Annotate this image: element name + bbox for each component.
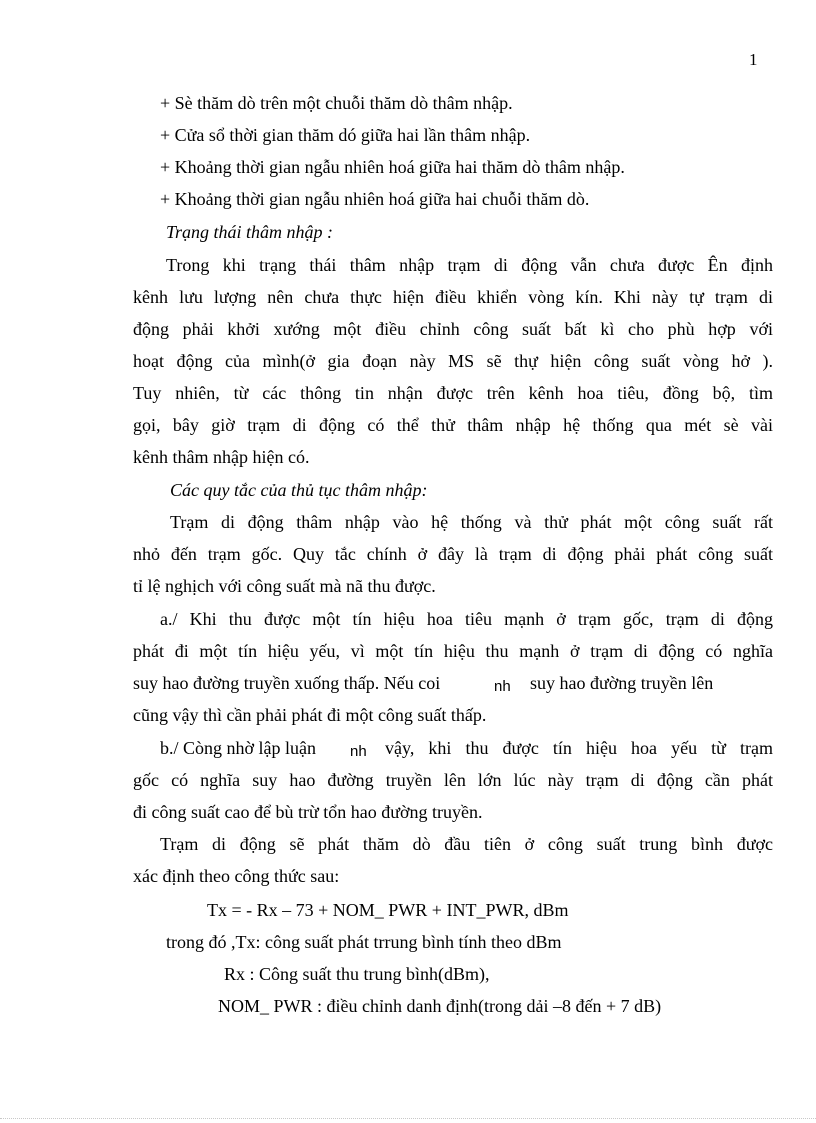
paragraph-line: a./ Khi thu được một tín hiệu hoa tiêu mạnh ở trạm gốc, trạm di động xyxy=(160,609,773,629)
definition-line: trong đó ,Tx: công suất phát trrung bình tính theo dBm xyxy=(166,932,562,952)
paragraph-line: b./ Còng nhờ lập luận xyxy=(160,738,317,758)
section-heading: Các quy tắc của thủ tục thâm nhập: xyxy=(170,480,428,500)
inline-mark: nh xyxy=(494,678,511,695)
paragraph-line: xác định theo công thức sau: xyxy=(133,866,340,886)
paragraph-line: động phải khởi xướng một điều chỉnh công suất bất kì cho phù hợp với xyxy=(133,319,773,339)
page-bottom-divider xyxy=(0,1118,816,1119)
inline-mark: nh xyxy=(350,743,367,760)
bullet-item: + Khoảng thời gian ngẫu nhiên hoá giữa hai thăm dò thâm nhập. xyxy=(160,157,625,177)
bullet-item: + Sè thăm dò trên một chuỗi thăm dò thâm nhập. xyxy=(160,93,513,113)
paragraph-line: phát đi một tín hiệu yếu, vì một tín hiệu thu mạnh ở trạm di động có nghĩa xyxy=(133,641,773,661)
paragraph-line: Trạm di động thâm nhập vào hệ thống và thử phát một công suất rất xyxy=(170,512,773,532)
paragraph-line: hoạt động của mình(ở gia đoạn này MS sẽ thự hiện công suất vòng hở ). xyxy=(133,351,773,371)
bullet-item: + Cửa sổ thời gian thăm dó giữa hai lần thâm nhập. xyxy=(160,125,531,145)
paragraph-line: đi công suất cao để bù trừ tổn hao đường truyền. xyxy=(133,802,483,822)
page-number: 1 xyxy=(749,50,758,69)
paragraph-line: nhỏ đến trạm gốc. Quy tắc chính ở đây là trạm di động phải phát công suất xyxy=(133,544,773,564)
definition-line: NOM_ PWR : điều chỉnh danh định(trong dải –8 đến + 7 dB) xyxy=(218,996,662,1016)
paragraph-line: Trạm di động sẽ phát thăm dò đầu tiên ở công suất trung bình được xyxy=(160,834,773,854)
paragraph-line: kênh thâm nhập hiện có. xyxy=(133,447,310,467)
paragraph-line: Tuy nhiên, từ các thông tin nhận được trên kênh hoa tiêu, đồng bộ, tìm xyxy=(133,383,773,403)
paragraph-line: suy hao đường truyền lên xyxy=(530,673,714,693)
bullet-item: + Khoảng thời gian ngẫu nhiên hoá giữa hai chuỗi thăm dò. xyxy=(160,189,590,209)
paragraph-line: kênh lưu lượng nên chưa thực hiện điều khiển vòng kín. Khi này tự trạm di xyxy=(133,287,773,307)
formula: Tx = - Rx – 73 + NOM_ PWR + INT_PWR, dBm xyxy=(207,900,569,920)
paragraph-line: suy hao đường truyền xuống thấp. Nếu coi xyxy=(133,673,441,693)
paragraph-line: gốc có nghĩa suy hao đường truyền lên lớn lúc này trạm di động cần phát xyxy=(133,770,773,790)
paragraph-line: cũng vậy thì cần phải phát đi một công suất thấp. xyxy=(133,705,487,725)
paragraph-line: tỉ lệ nghịch với công suất mà nã thu được. xyxy=(133,576,436,596)
section-heading: Trạng thái thâm nhập : xyxy=(166,222,334,242)
paragraph-line: vậy, khi thu được tín hiệu hoa yếu từ trạm xyxy=(385,738,773,758)
paragraph-line: gọi, bây giờ trạm di động có thể thử thâm nhập hệ thống qua mét sè vài xyxy=(133,415,773,435)
definition-line: Rx : Công suất thu trung bình(dBm), xyxy=(224,964,490,984)
paragraph-line: Trong khi trạng thái thâm nhập trạm di động vẫn chưa được Ên định xyxy=(166,255,773,275)
